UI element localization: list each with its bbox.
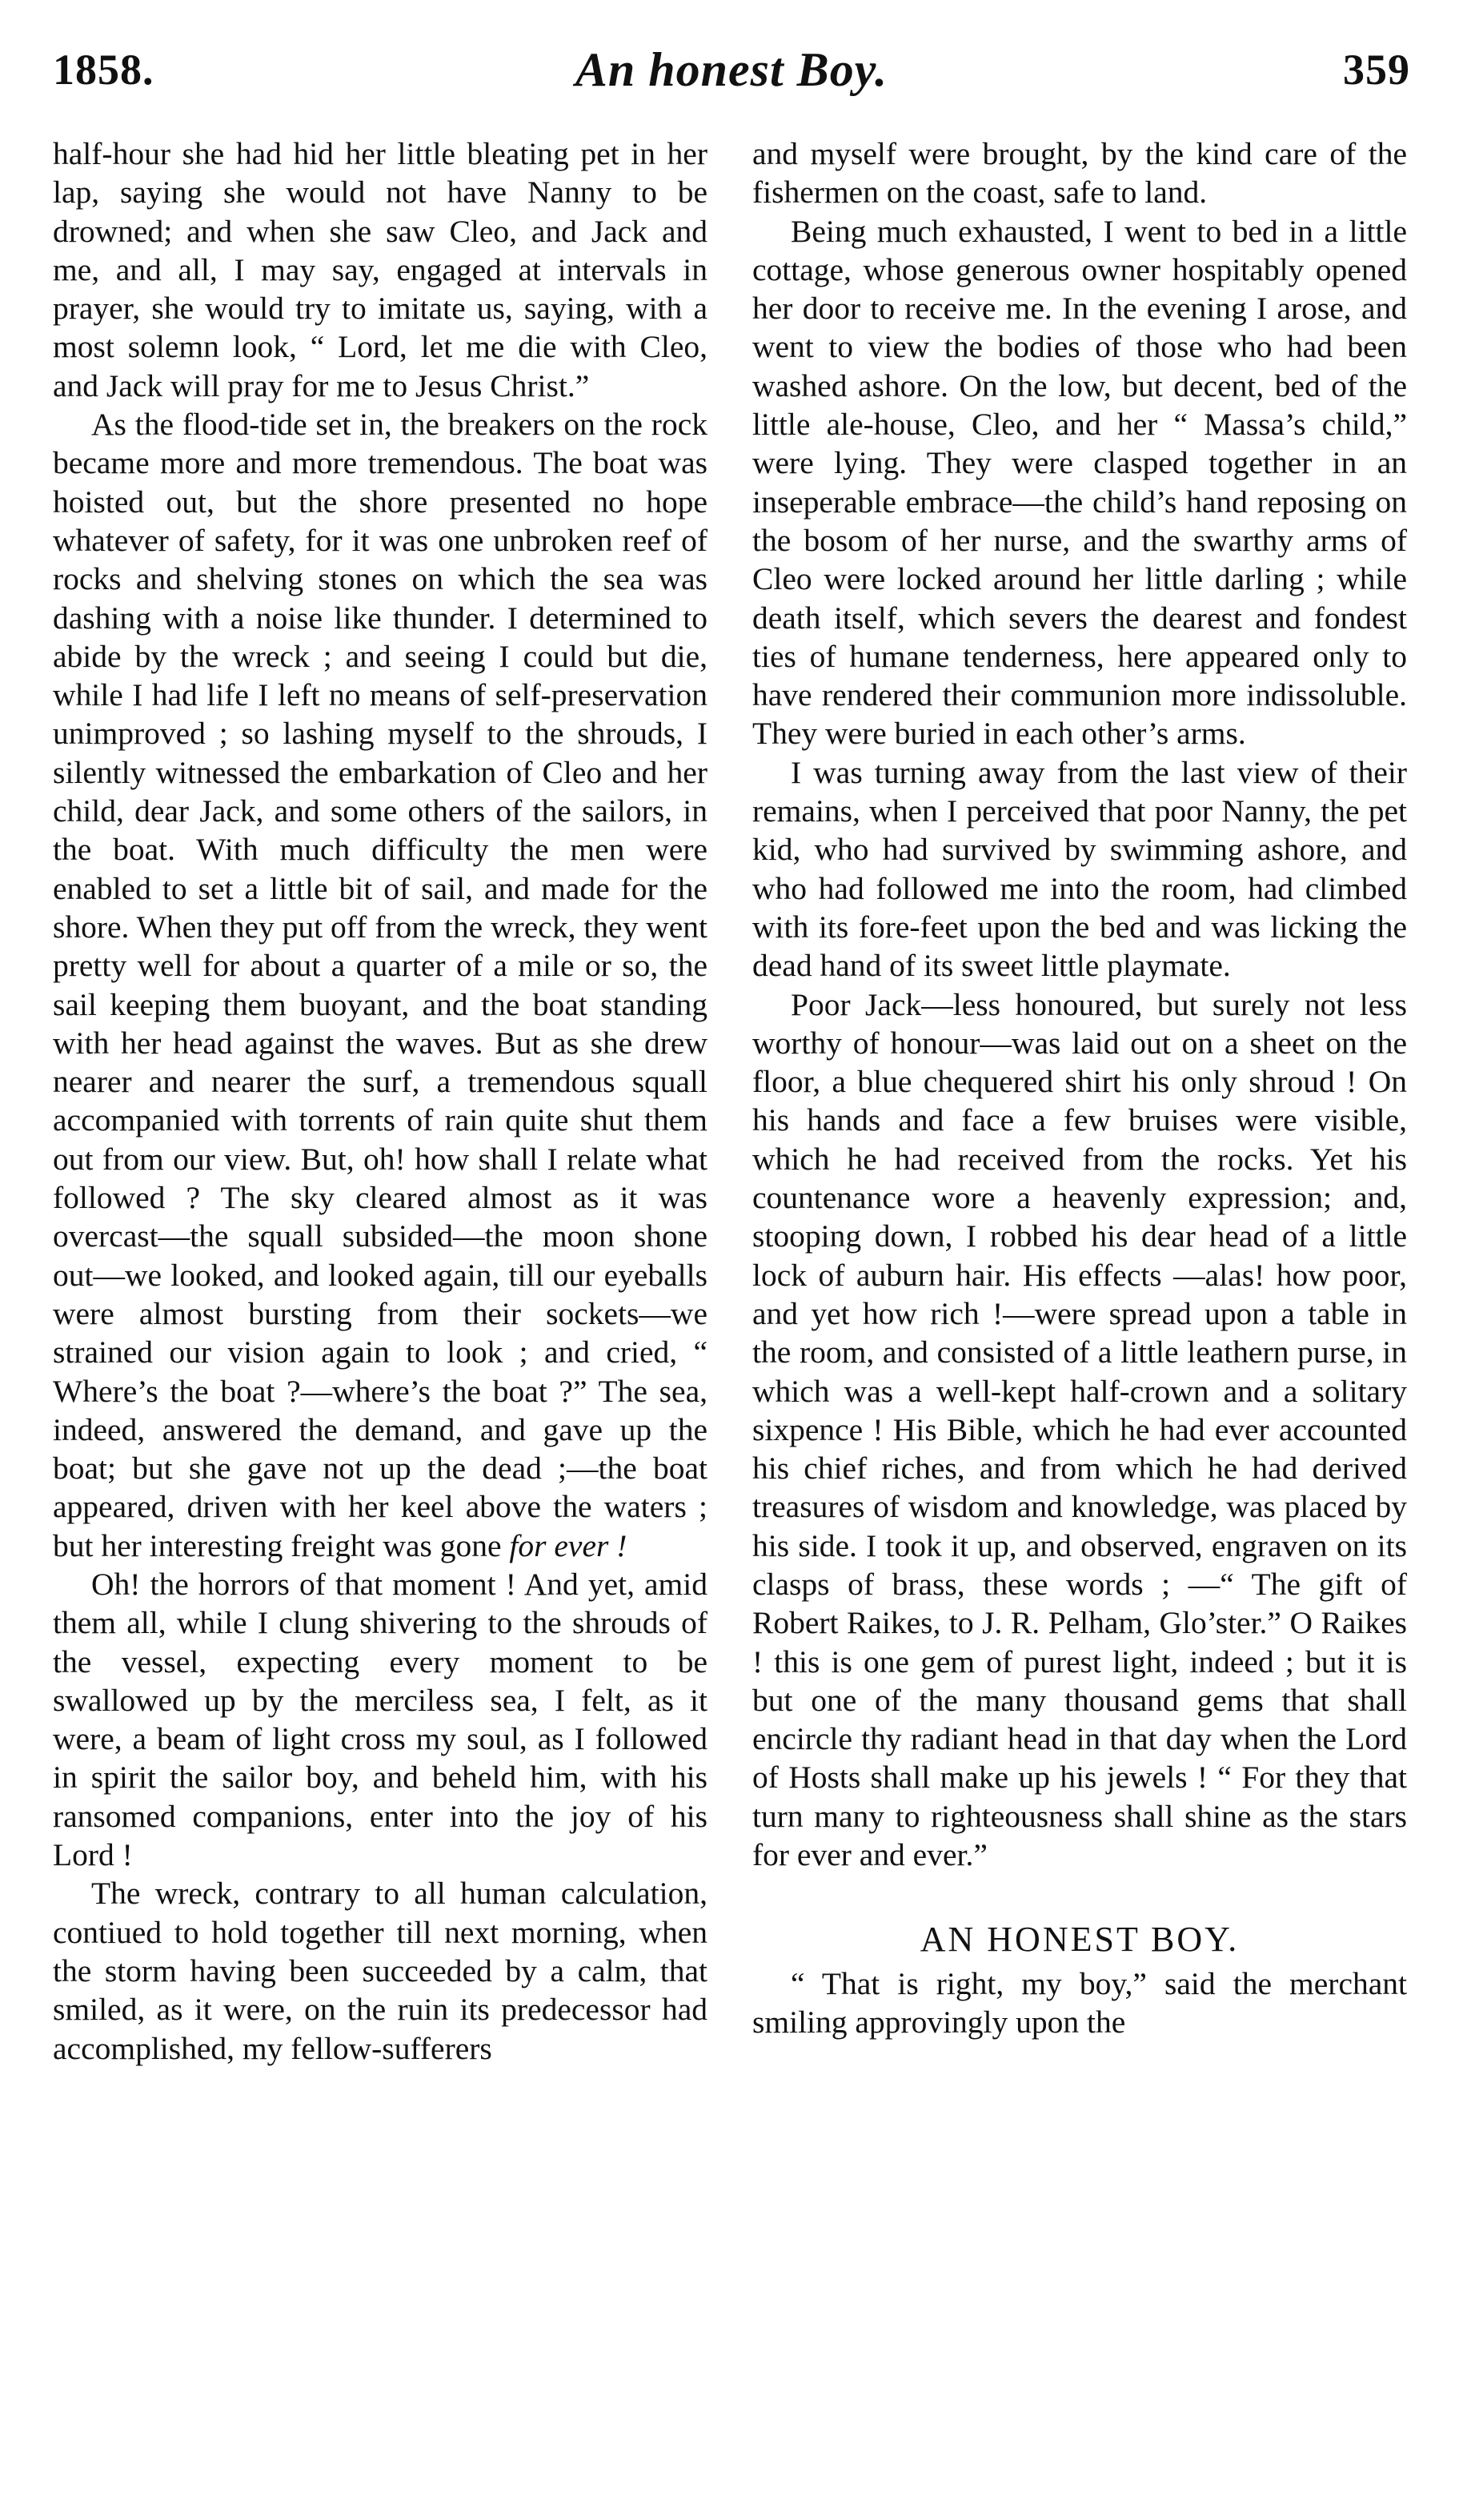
paragraph: I was turning away from the last view of their remains, when I perceived that poor Nanny, the pet kid, who had survived by swimming ashore, and who had followed me into the room, had climbed with its fore-feet upon the bed and was licking the dead hand of its sweet little playmate. bbox=[752, 754, 1407, 984]
paragraph-text: As the flood-tide set in, the breakers on the rock became more and more tremendous. The boat was hoisted out, but the shore presented no hope whatever of safety, for it was one unbroken reef of rocks and shelving stones on which the sea was dashing with a noise like thunder. I determined to abide by the wreck ; and seeing I could but die, while I had life I left no means of self-preservation unimproved ; so lashing myself to the shrouds, I silently witnessed the embarkation of Cleo and her child, dear Jack, and some others of the sailors, in the boat. With much difficulty the men were enabled to set a little bit of sail, and made for the shore. When they put off from the wreck, they went pretty well for about a quarter of a mile or so, the sail keeping them buoyant, and the boat standing with her head against the waves. But as she drew nearer and nearer the surf, a tremendous squall accompanied with torrents of rain quite shut them out from our view. But, oh! how shall I relate what followed ? The sky cleared almost as it was overcast—the squall subsided—the moon shone out—we looked, and looked again, till our eyeballs were almost bursting from their sockets—we strained our vision again to look ; and cried, “ Where’s the boat ?—where’s the boat ?” The sea, indeed, answered the demand, and gave up the boat; but she gave not up the dead ;—the boat appeared, driven with her keel above the waters ; but her interesting freight was gone bbox=[53, 407, 707, 1563]
header-year: 1858. bbox=[53, 46, 154, 94]
paragraph: Oh! the horrors of that moment ! And yet, amid them all, while I clung shivering to the shrouds of the vessel, expecting every moment to be swallowed up by the merciless sea, I felt, as it were, a beam of light cross my soul, as I followed in spirit the sailor boy, and beheld him, with his ransomed companions, enter into the joy of his Lord ! bbox=[53, 1566, 707, 1873]
paragraph: “ That is right, my boy,” said the merchant smiling approvingly upon the bbox=[752, 1965, 1407, 2040]
paragraph: Being much exhausted, I went to bed in a little cottage, whose generous owner hospitably opened her door to receive me. In the evening I arose, and went to view the bodies of those who had been washed ashore. On the low, but decent, bed of the little ale-house, Cleo, and her “ Massa’s child,” were lying. They were clasped together in an inseperable embrace—the child’s hand reposing on the bosom of her nurse, and the swarthy arms of Cleo were locked around her little darling ; while death itself, which severs the dearest and fondest ties of humane tenderness, here appeared only to have rendered their communion more indissoluble. They were buried in each other’s arms. bbox=[752, 213, 1407, 752]
right-column bbox=[752, 134, 1407, 2496]
section-title: AN HONEST BOY. bbox=[920, 1920, 1240, 1960]
paragraph: The wreck, contrary to all human calculation, contiued to hold together till next morning, when the storm having been succeeded by a calm, that smiled, as it were, on the ruin its predecessor had accomplished, my fellow-sufferers bbox=[53, 1876, 707, 2066]
page-number: 359 bbox=[1343, 46, 1410, 94]
paragraph: and myself were brought, by the kind care of the fishermen on the coast, safe to land. bbox=[752, 136, 1407, 211]
running-title: An honest Boy. bbox=[575, 43, 888, 96]
paragraph: half-hour she had hid her little bleating pet in her lap, saying she would not have Nanny to be drowned; and when she saw Cleo, and Jack and me, and all, I may say, engaged at intervals in prayer, she would try to imitate us, saying, with a most solemn look, “ Lord, let me die with Cleo, and Jack will pray for me to Jesus Christ.” bbox=[53, 136, 707, 403]
paragraph: Poor Jack—less honoured, but surely not less worthy of honour—was laid out on a sheet on the floor, a blue chequered shirt his only shroud ! On his hands and face a few bruises were visible, which he had received from the rocks. Yet his countenance wore a heavenly expression; and, stooping down, I robbed his dear head of a little lock of auburn hair. His effects —alas! how poor, and yet how rich !—were spread upon a table in the room, and consisted of a little leathern purse, in which was a well-kept half-crown and a solitary sixpence ! His Bible, which he had ever accounted his chief riches, and from which he had derived treasures of wisdom and knowledge, was placed by his side. I took it up, and observed, engraven on its clasps of brass, these words ; —“ The gift of Robert Raikes, to J. R. Pelham, Glo’ster.” O Raikes ! this is one gem of purest light, indeed ; but it is but one of the many thousand gems that shall encircle thy radiant head in that day when the Lord of Hosts shall make up his jewels ! “ For they that turn many to righteousness shall shine as the stars for ever and ever.” bbox=[752, 986, 1407, 1873]
italic-text: for ever ! bbox=[509, 1527, 627, 1563]
page-header bbox=[53, 34, 1410, 106]
paragraph bbox=[53, 405, 707, 1565]
left-column bbox=[53, 134, 707, 2496]
